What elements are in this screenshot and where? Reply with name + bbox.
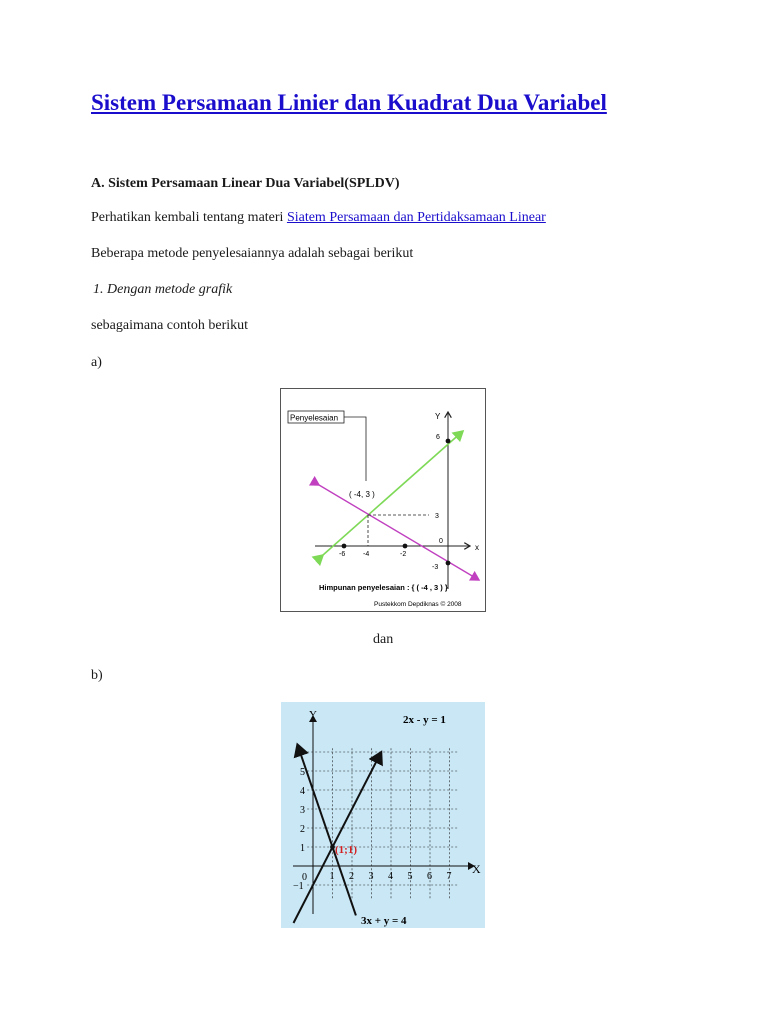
materi-link[interactable]: Siatem Persamaan dan Pertidaksamaan Linear (286, 210, 546, 225)
origin-label: 0 (439, 538, 443, 545)
method-heading: 1. Dengan metode grafik (93, 282, 233, 297)
x-tick-labels-b (330, 871, 452, 882)
example-label-a: a) (91, 355, 102, 370)
graph-a-credit: Pustekkom Depdiknas © 2008 (374, 601, 462, 608)
x-tick-label: 2 (349, 871, 354, 882)
x-tick-label: 1 (329, 871, 335, 882)
y-axis-label-b: Y (309, 709, 317, 721)
tick-x-6: -6 (339, 551, 346, 558)
solution-label: Penyelesaian (290, 413, 339, 423)
intro-text: Perhatikan kembali tentang materi (91, 210, 287, 225)
x-tick-label: 4 (388, 871, 393, 882)
point-y-3 (446, 561, 451, 566)
x-axis-label: x (475, 543, 479, 552)
origin-label-b: 0 (302, 872, 307, 883)
example-intro: sebagaimana contoh berikut (91, 318, 249, 333)
section-heading: A. Sistem Persamaan Linear Dua Variabel(SPLDV) (91, 176, 400, 191)
series-green-line (323, 431, 463, 555)
series-3x-plus-y (297, 744, 356, 915)
tick-x-2: -2 (400, 551, 407, 558)
y-tick-label: 1 (300, 843, 305, 854)
tick-y-6: 6 (436, 434, 440, 441)
line-label-2x-y: 2x - y = 1 (403, 714, 446, 726)
graph-figure-a (280, 388, 486, 612)
intro-paragraph (91, 210, 546, 226)
point-y6 (446, 439, 451, 444)
tick-x-4: -4 (363, 551, 370, 558)
tick-y-3: 3 (435, 513, 439, 520)
graph-b-svg (281, 702, 485, 928)
series-2x-minus-y (294, 752, 382, 923)
conjunction-dan: dan (373, 632, 394, 647)
y-axis-label: Y (435, 412, 441, 421)
point-x-6 (342, 544, 347, 549)
y-tick-label: 4 (300, 786, 305, 797)
x-tick-label: 5 (407, 871, 413, 882)
y-tick-label: −1 (293, 881, 304, 892)
tick-y-neg3: -3 (432, 564, 439, 571)
point-x-2 (403, 544, 408, 549)
y-tick-label: 3 (300, 805, 305, 816)
point-label: ( -4, 3 ) (349, 490, 375, 499)
y-tick-label: 5 (300, 767, 305, 778)
graph-a-footer: Himpunan penyelesaian : { ( -4 , 3 ) } (319, 583, 448, 592)
line-label-3x-y: 3x + y = 4 (361, 915, 407, 927)
series-magenta-line (319, 485, 479, 580)
methods-paragraph: Beberapa metode penyelesaiannya adalah sebagai berikut (91, 246, 414, 261)
x-axis-label-b: X (472, 862, 481, 876)
x-tick-label: 6 (427, 871, 432, 882)
y-tick-label: 2 (300, 824, 305, 835)
example-label-b: b) (91, 668, 103, 683)
x-tick-label: 7 (446, 871, 452, 882)
solution-callout (344, 417, 366, 481)
x-tick-label: 3 (368, 871, 374, 882)
graph-a-svg (281, 389, 485, 611)
graph-figure-b (281, 702, 485, 928)
page-title[interactable]: Sistem Persamaan Linier dan Kuadrat Dua Variabel (91, 90, 607, 115)
solution-label-b: (1;1) (335, 844, 357, 856)
